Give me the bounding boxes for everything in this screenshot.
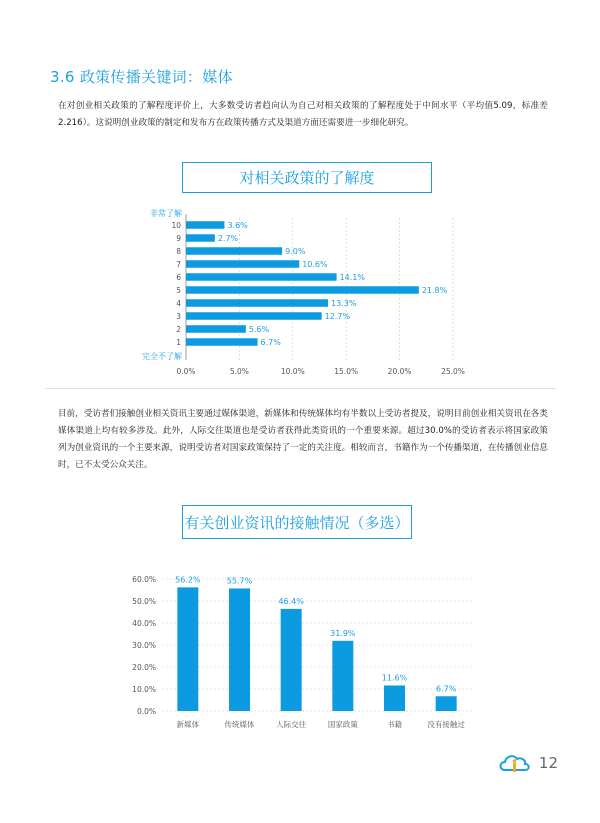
chart1-x-tick: 25.0% [441, 367, 465, 376]
chart2-value-label: 46.4% [278, 596, 304, 606]
chart2-bar [177, 587, 198, 711]
chart1-x-tick: 20.0% [387, 367, 412, 376]
chart1-value-label: 3.6% [227, 221, 248, 230]
chart2-y-tick: 20.0% [132, 663, 156, 672]
cloud-logo-icon [497, 752, 533, 774]
chart2-value-label: 56.2% [175, 575, 201, 585]
chart2-bar [384, 685, 405, 711]
chart2-y-tick: 40.0% [132, 619, 156, 628]
chart2-category-label: 传统媒体 [224, 720, 255, 729]
chart2-value-label: 6.7% [436, 684, 457, 694]
chart1-category-label: 7 [176, 260, 181, 269]
chart1-x-tick: 15.0% [334, 367, 359, 376]
chart1-bottom-label: 完全不了解 [142, 352, 182, 361]
chart2-value-label: 31.9% [330, 628, 356, 638]
chart1-category-label: 2 [176, 325, 181, 334]
chart2-category-label: 人际交往 [276, 720, 307, 729]
chart1-top-label: 非常了解 [150, 209, 182, 218]
chart2-value-label: 55.7% [226, 576, 253, 586]
chart1-category-label: 5 [176, 286, 181, 295]
chart1-value-label: 14.1% [339, 273, 366, 282]
chart1-x-tick: 5.0% [229, 367, 249, 376]
chart2-y-tick: 60.0% [132, 575, 156, 584]
chart1-x-tick: 10.0% [280, 367, 305, 376]
chart1-category-label: 4 [176, 299, 181, 308]
chart1-value-label: 9.0% [285, 247, 306, 256]
chart2-category-label: 书籍 [387, 720, 402, 729]
chart2-y-tick: 0.0% [136, 707, 156, 716]
chart1-value-label: 6.7% [260, 338, 281, 347]
chart1-x-tick: 0.0% [176, 367, 196, 376]
chart2-y-tick: 10.0% [132, 685, 156, 694]
chart2-category-label: 新媒体 [176, 720, 200, 729]
chart1-category-label: 9 [176, 234, 181, 243]
chart2-y-tick: 30.0% [132, 641, 156, 650]
chart1-value-label: 10.6% [302, 260, 328, 269]
chart2-bar [229, 588, 250, 711]
page-number: 12 [538, 754, 558, 772]
chart1-title: 对相关政策的了解度 [182, 162, 432, 193]
chart2-bar [332, 641, 353, 711]
chart2-title: 有关创业资讯的接触情况（多选） [182, 505, 412, 539]
chart2-category-label: 国家政策 [327, 720, 358, 729]
chart2-value-label: 11.6% [381, 673, 408, 683]
page-footer [497, 752, 558, 774]
chart1-category-label: 8 [176, 247, 181, 256]
chart1-value-label: 5.6% [248, 325, 270, 334]
chart1-category-label: 10 [171, 221, 181, 230]
chart1-value-label: 2.7% [217, 234, 239, 243]
chart1-category-label: 1 [176, 338, 181, 347]
media-paragraph: 目前，受访者们接触创业相关资讯主要通过媒体渠道，新媒体和传统媒体均有半数以上受访者提及，说明目前创业相关资讯在各类媒体渠道上均有较多涉及。此外，人际交往渠道也是受访者获得此类资讯的一个重要来源。超过30.0%的受访者表示将国家政策列为创业资讯的一个主要来源，说明受访者对国家政策保持了一定的关注度。相较而言，书籍作为一个传播渠道，在传播创业信息时，已不太受公众关注。 [58, 409, 548, 470]
chart2-category-label: 没有接触过 [427, 720, 465, 729]
section-title: 3.6 政策传播关键词：媒体 [50, 68, 233, 86]
chart1-value-label: 21.8% [421, 286, 448, 295]
chart2-y-tick: 50.0% [132, 597, 156, 606]
chart1-category-label: 3 [176, 312, 181, 321]
chart1-value-label: 13.3% [331, 299, 357, 308]
chart2-bar [281, 609, 302, 711]
chart2-bar [436, 696, 457, 711]
intro-paragraph: 在对创业相关政策的了解程度评价上，大多数受访者趋向认为自己对相关政策的了解程度处于中间水平（平均值5.09，标准差2.216）。这说明创业政策的制定和发布方在政策传播方式及渠道方面还需要进一步细化研究。 [58, 101, 548, 128]
chart1-category-label: 6 [176, 273, 181, 282]
chart1-value-label: 12.7% [324, 312, 351, 321]
